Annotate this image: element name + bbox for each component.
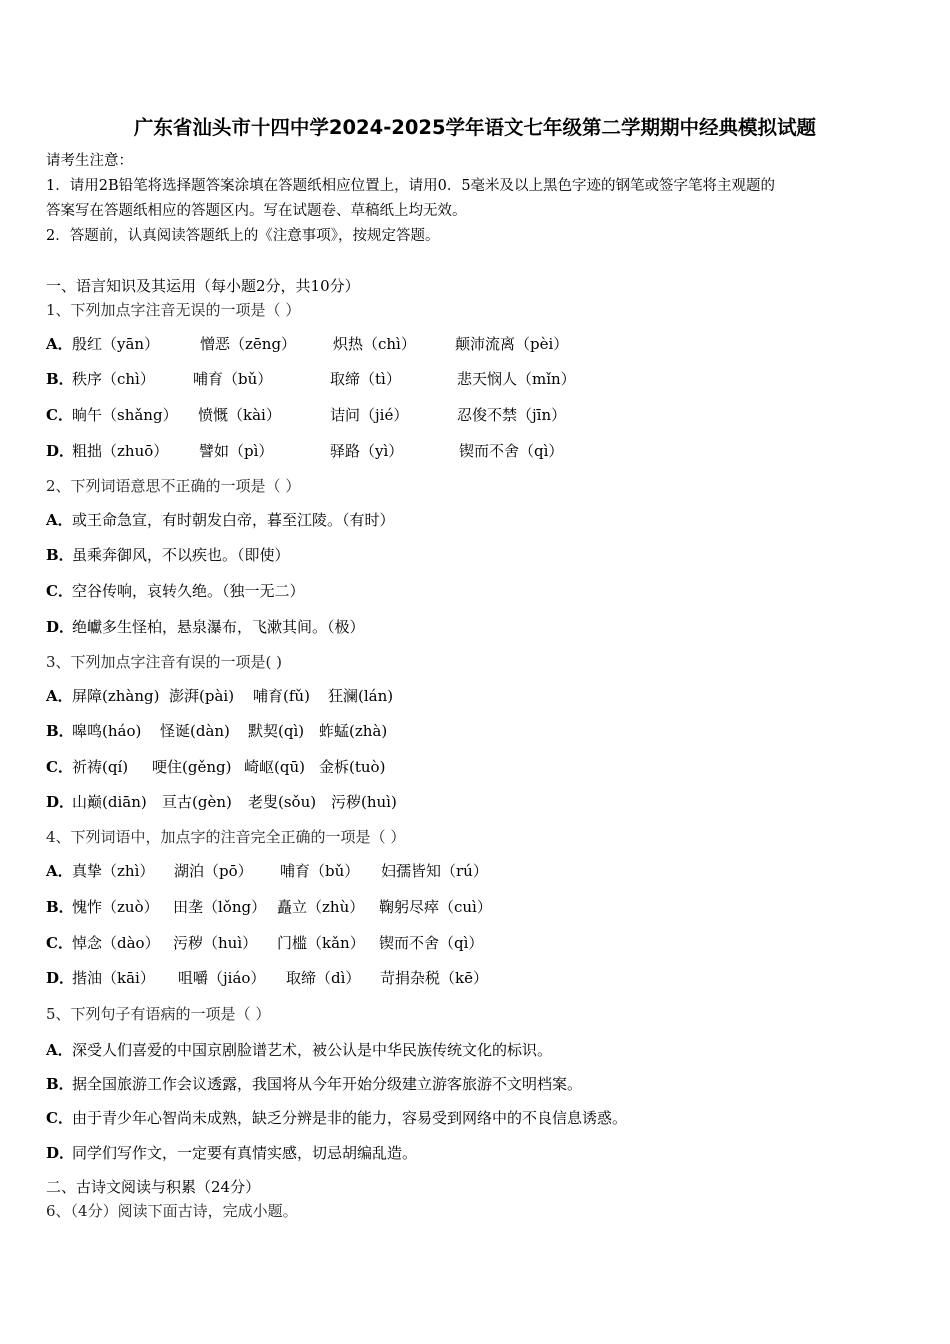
option-text: 虽乘奔御风，不以疾也。（即使） — [72, 546, 290, 564]
question-3-option-c — [46, 757, 385, 777]
option-word: 殷红（yān） — [72, 335, 160, 353]
option-word: 悼念（dào） — [72, 934, 160, 952]
option-text: 同学们写作文，一定要有真情实感，切忌胡编乱造。 — [72, 1144, 418, 1162]
notice-item-1-line-1: 1．请用2B铅笔将选择题答案涂填在答题纸相应位置上，请用0．5毫米及以上黑色字迹的钢笔或签字笔将主观题的 — [46, 178, 776, 194]
option-word: 湖泊（pō） — [174, 862, 253, 880]
option-label: B． — [46, 722, 74, 740]
option-word: 取缔（tì） — [330, 370, 401, 388]
option-label: A． — [46, 1041, 73, 1059]
option-word: 揩油（kāi） — [72, 969, 155, 987]
option-word: 妇孺皆知（rú） — [381, 862, 488, 880]
option-word: 田垄（lǒng） — [173, 898, 267, 916]
page-title: 广东省汕头市十四中学2024-2025学年语文七年级第二学期期中经典模拟试题 — [133, 116, 817, 139]
option-word: 金柝(tuò) — [319, 758, 386, 776]
option-word: 真挚（zhì） — [72, 862, 155, 880]
option-word: 矗立（zhù） — [277, 898, 365, 916]
option-word: 山巅(diān) — [72, 793, 147, 811]
option-word: 憎恶（zēng） — [200, 335, 297, 353]
question-3-option-b — [46, 721, 387, 741]
option-word: 哺育（bǔ） — [193, 370, 273, 388]
option-label: A． — [46, 687, 73, 705]
option-label: C． — [46, 582, 73, 600]
option-word: 譬如（pì） — [199, 442, 274, 460]
question-4-option-b — [46, 897, 492, 917]
option-word: 哽住(gěng) — [152, 758, 232, 776]
section-heading-2: 二、古诗文阅读与积累（24分） — [46, 1178, 261, 1196]
question-4-option-c — [46, 933, 483, 953]
option-label: C． — [46, 1109, 73, 1127]
option-word: 老叟(sǒu) — [248, 793, 317, 811]
question-3-option-d — [46, 792, 397, 812]
option-label: C． — [46, 406, 73, 424]
option-word: 蚱蜢(zhà) — [319, 722, 388, 740]
question-1-option-a — [46, 334, 568, 354]
option-word: 忍俊不禁（jīn） — [457, 406, 567, 424]
option-word: 苛捐杂税（kē） — [380, 969, 488, 987]
option-label: A． — [46, 511, 73, 529]
question-2-option-c — [46, 581, 305, 601]
notice-item-2: 2．答题前，认真阅读答题纸上的《注意事项》，按规定答题。 — [46, 228, 440, 244]
notice-heading: 请考生注意： — [46, 153, 133, 169]
question-2-option-b — [46, 545, 290, 565]
option-word: 狂澜(lán) — [328, 687, 394, 705]
option-word: 嗥鸣(háo) — [72, 722, 142, 740]
option-word: 门槛（kǎn） — [277, 934, 365, 952]
option-word: 鞠躬尽瘁（cuì） — [379, 898, 492, 916]
question-4-stem: 4、下列词语中，加点字的注音完全正确的一项是（ ） — [46, 828, 406, 846]
question-1-option-b — [46, 369, 576, 389]
question-4-option-a — [46, 861, 488, 881]
option-label: D． — [46, 618, 75, 636]
option-label: D． — [46, 442, 75, 460]
option-word: 污秽(huì) — [331, 793, 397, 811]
question-5-option-d — [46, 1143, 417, 1163]
section-heading-1: 一、语言知识及其运用（每小题2分，共10分） — [46, 277, 360, 295]
question-5-option-c — [46, 1108, 627, 1128]
option-word: 驿路（yì） — [330, 442, 404, 460]
option-label: C． — [46, 934, 73, 952]
option-word: 哺育（bǔ） — [280, 862, 360, 880]
option-word: 愧怍（zuò） — [72, 898, 159, 916]
notice-item-1-line-2: 答案写在答题纸相应的答题区内。写在试题卷、草稿纸上均无效。 — [46, 203, 467, 219]
option-text: 由于青少年心智尚未成熟，缺乏分辨是非的能力，容易受到网络中的不良信息诱惑。 — [72, 1109, 628, 1127]
option-label: A． — [46, 862, 73, 880]
option-word: 污秽（huì） — [173, 934, 258, 952]
question-2-stem: 2、下列词语意思不正确的一项是（ ） — [46, 477, 301, 495]
option-label: D． — [46, 1144, 75, 1162]
option-text: 或王命急宣，有时朝发白帝，暮至江陵。（有时） — [72, 511, 395, 529]
option-word: 诘问（jié） — [330, 406, 409, 424]
option-label: B． — [46, 1075, 74, 1093]
option-word: 崎岖(qū) — [244, 758, 305, 776]
question-4-option-d — [46, 968, 488, 988]
option-word: 颠沛流离（pèi） — [455, 335, 569, 353]
question-2-option-a — [46, 510, 395, 530]
question-6-stem: 6、（4分）阅读下面古诗，完成小题。 — [46, 1202, 298, 1220]
question-5-option-a — [46, 1040, 552, 1060]
question-1-stem: 1、下列加点字注音无误的一项是（ ） — [46, 301, 301, 319]
option-word: 咀嚼（jiáo） — [178, 969, 266, 987]
option-word: 祈祷(qí) — [72, 758, 129, 776]
option-text: 空谷传响，哀转久绝。（独一无二） — [72, 582, 305, 600]
question-2-option-d — [46, 617, 365, 637]
option-word: 屏障(zhàng) — [72, 687, 160, 705]
question-5-stem: 5、下列句子有语病的一项是（ ） — [46, 1005, 271, 1023]
option-word: 哺育(fǔ) — [253, 687, 310, 705]
option-label: D． — [46, 793, 75, 811]
question-1-option-c — [46, 405, 566, 425]
option-label: B． — [46, 546, 74, 564]
option-label: D． — [46, 969, 75, 987]
option-word: 取缔（dì） — [286, 969, 361, 987]
option-text: 据全国旅游工作会议透露，我国将从今年开始分级建立游客旅游不文明档案。 — [72, 1075, 583, 1093]
option-label: B． — [46, 898, 74, 916]
option-word: 晌午（shǎng） — [72, 406, 178, 424]
option-word: 粗拙（zhuō） — [72, 442, 169, 460]
option-label: C． — [46, 758, 73, 776]
option-label: A． — [46, 335, 73, 353]
option-word: 亘古(gèn) — [162, 793, 232, 811]
option-word: 悲天悯人（mǐn） — [457, 370, 576, 388]
question-1-option-d — [46, 441, 563, 461]
option-label: B． — [46, 370, 74, 388]
option-word: 怪诞(dàn) — [160, 722, 230, 740]
option-word: 炽热（chì） — [333, 335, 416, 353]
option-word: 愤慨（kài） — [198, 406, 281, 424]
option-word: 澎湃(pài) — [169, 687, 235, 705]
option-word: 锲而不舍（qì） — [379, 934, 484, 952]
question-3-stem: 3、下列加点字注音有误的一项是( ) — [46, 653, 283, 671]
question-5-option-b — [46, 1074, 582, 1094]
option-text: 深受人们喜爱的中国京剧脸谱艺术，被公认是中华民族传统文化的标识。 — [72, 1041, 553, 1059]
question-3-option-a — [46, 686, 393, 706]
option-word: 秩序（chì） — [72, 370, 155, 388]
option-text: 绝巘多生怪柏，悬泉瀑布，飞漱其间。（极） — [72, 618, 365, 636]
option-word: 锲而不舍（qì） — [459, 442, 564, 460]
option-word: 默契(qì) — [248, 722, 305, 740]
